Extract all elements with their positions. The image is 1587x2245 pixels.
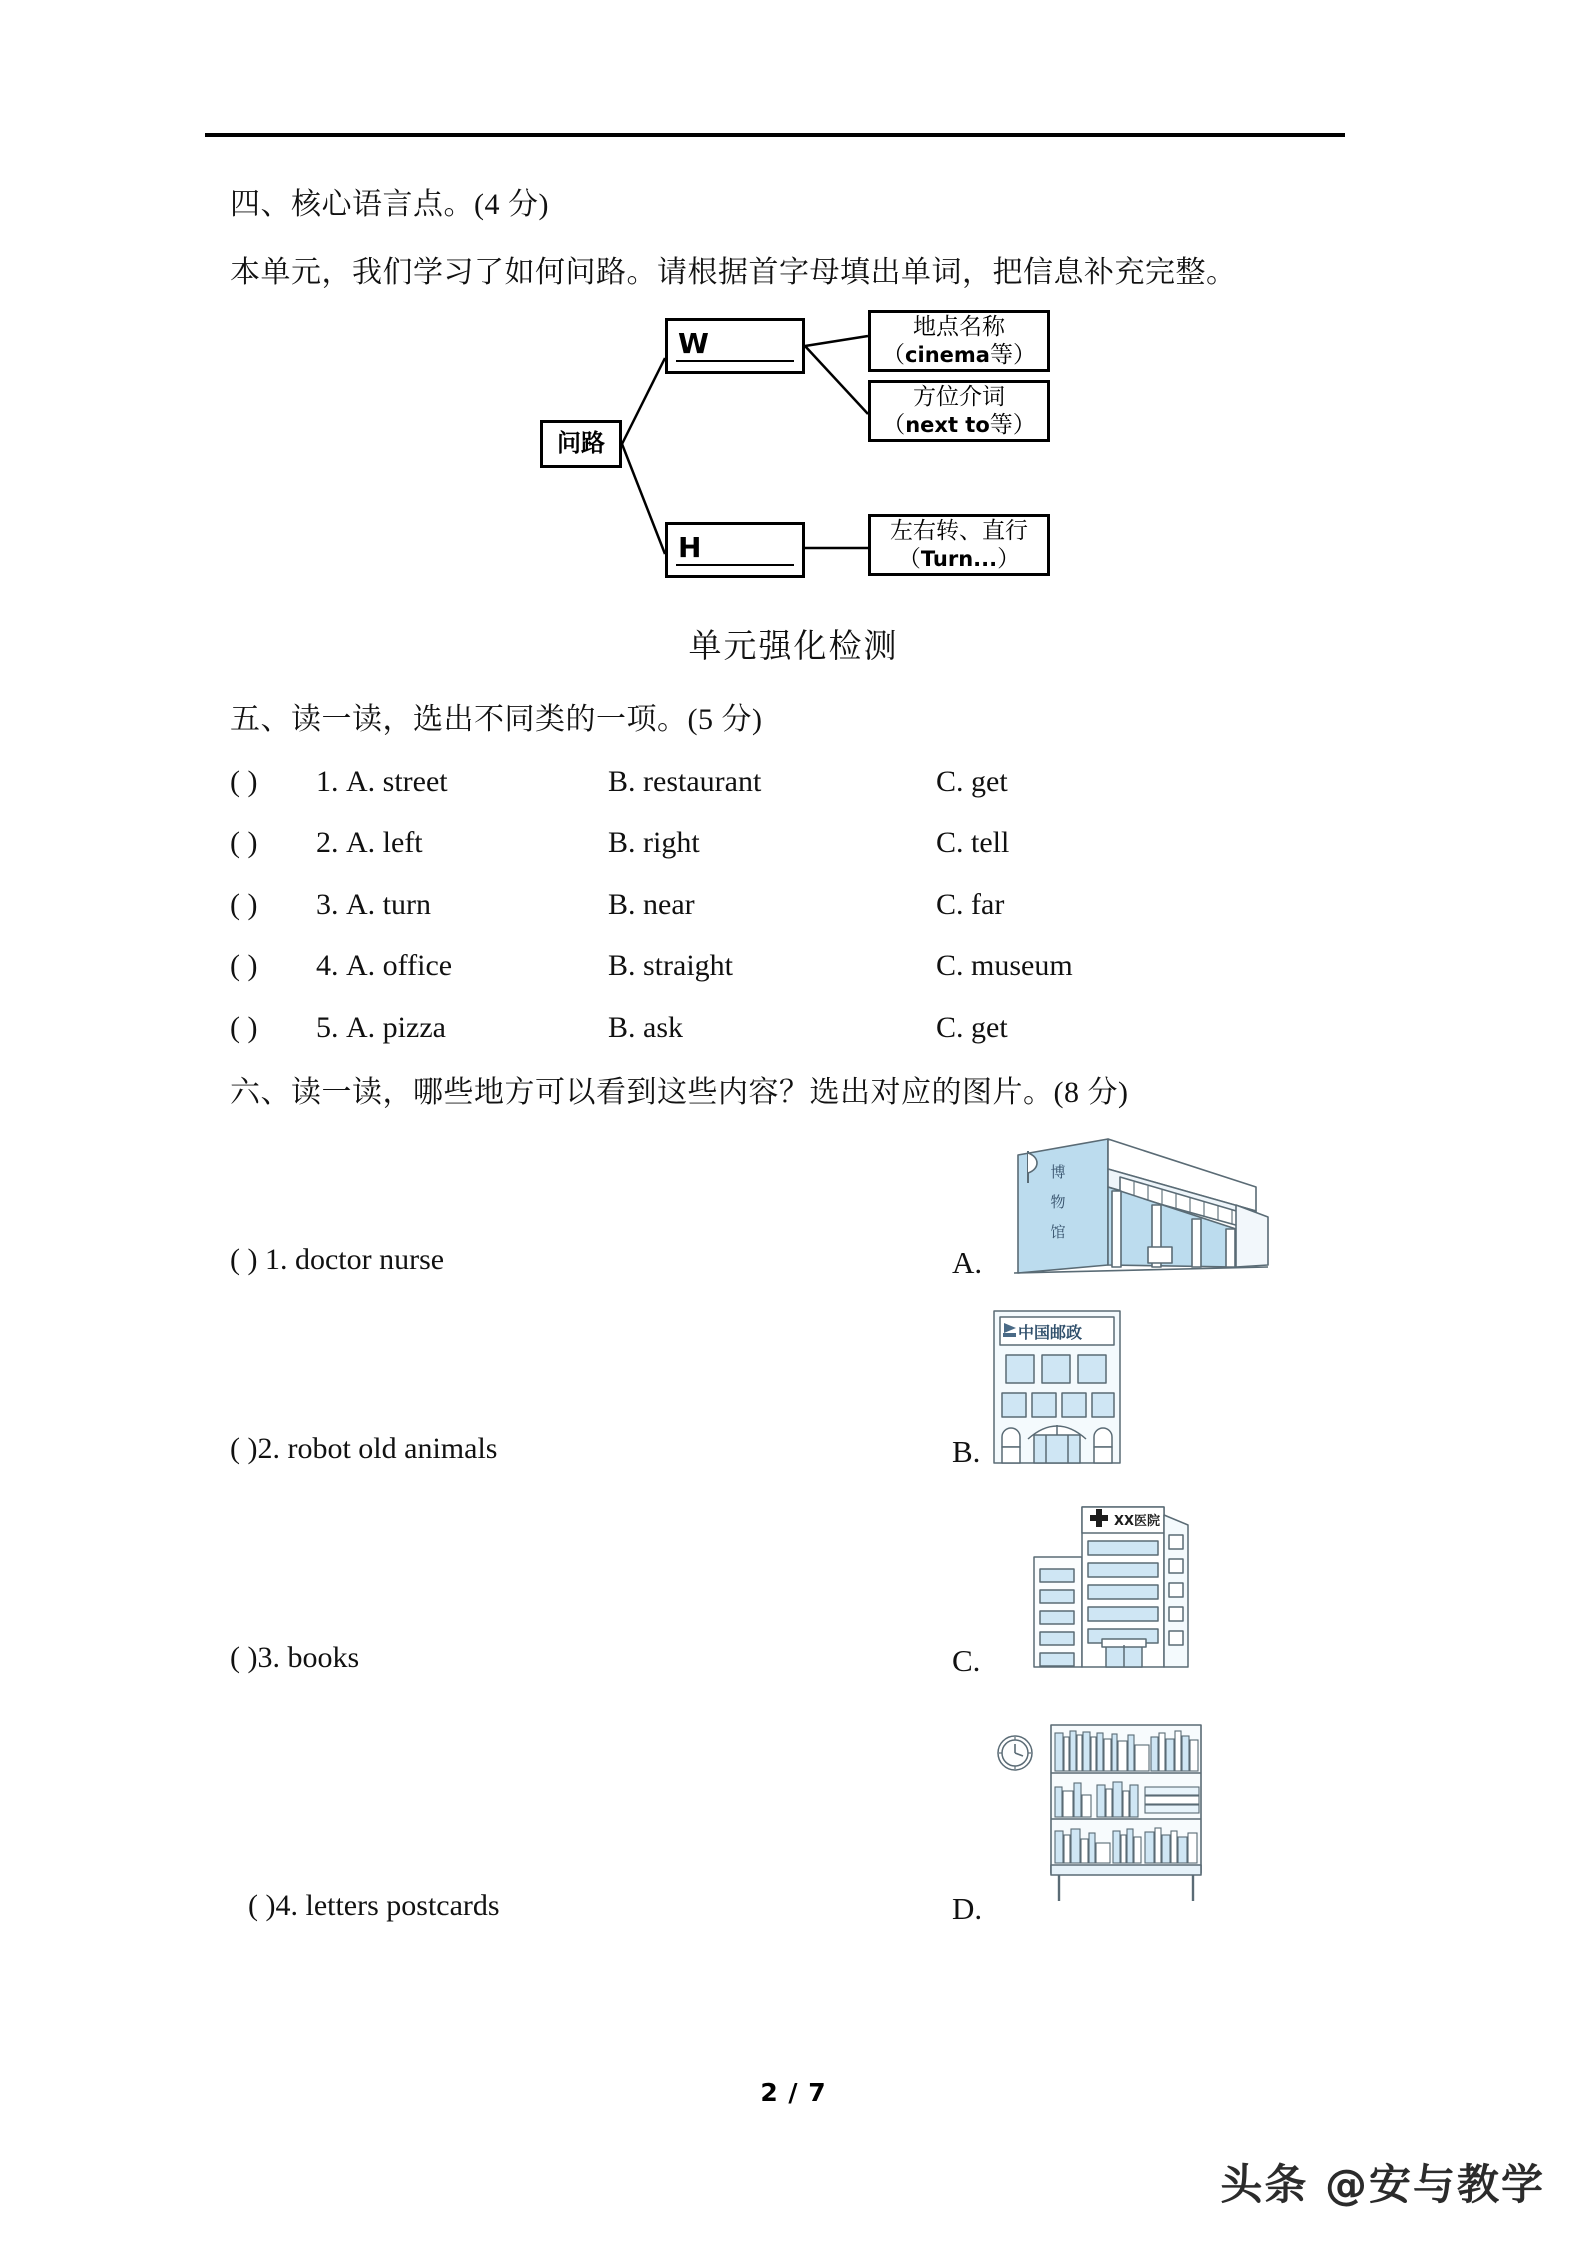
- hospital-illustration: [1030, 1495, 1195, 1670]
- question-number: 3.: [316, 888, 339, 921]
- option-b[interactable]: B. ask: [608, 1011, 683, 1044]
- question-number: 1.: [316, 765, 339, 798]
- option-b[interactable]: B. near: [608, 888, 695, 921]
- choice-row[interactable]: [230, 888, 1004, 922]
- diagram-leaf2-line2-pre: （: [882, 412, 906, 437]
- diagram-branch-h-letter: H: [678, 531, 702, 564]
- diagram-leaf3-line2-mono: Turn...: [920, 547, 998, 571]
- svg-text:馆: 馆: [1050, 1223, 1066, 1241]
- option-a[interactable]: A. office: [346, 949, 453, 982]
- question-number: 4.: [316, 949, 339, 982]
- diagram-branch-w-blank: [676, 360, 794, 362]
- museum-illustration: [1000, 1125, 1270, 1285]
- diagram-leaf3-line1: 左右转、直行: [890, 518, 1028, 544]
- svg-text:中国邮政: 中国邮政: [1018, 1323, 1083, 1342]
- diagram-leaf1-line1: 地点名称: [913, 314, 1005, 340]
- match-row[interactable]: ( )4. letters postcards: [248, 1889, 500, 1922]
- diagram-leaf2-line2-post: 等）: [989, 412, 1036, 437]
- option-c[interactable]: C. get: [936, 765, 1008, 798]
- option-letter-d: D.: [952, 1891, 983, 1926]
- answer-blank[interactable]: ( ): [230, 888, 258, 921]
- section-four-heading: 四、核心语言点。(4 分): [230, 188, 549, 221]
- option-b[interactable]: B. restaurant: [608, 765, 762, 798]
- diagram-leaf1-line2-mono: cinema: [905, 343, 990, 367]
- option-letter-a: A.: [952, 1245, 983, 1280]
- option-b[interactable]: B. right: [608, 826, 700, 859]
- diagram-leaf2-line2-mono: next to: [905, 413, 990, 437]
- diagram-leaf3-line2-post: ）: [997, 546, 1021, 571]
- option-c[interactable]: C. far: [936, 888, 1005, 921]
- match-row[interactable]: ( ) 1. doctor nurse: [230, 1243, 445, 1276]
- post-office-illustration: [982, 1305, 1132, 1467]
- diagram-root-box: 问路: [540, 420, 622, 468]
- header-rule: [205, 133, 1345, 137]
- match-row[interactable]: ( )3. books: [230, 1641, 360, 1674]
- section-four-instruction: 本单元，我们学习了如何问路。请根据首字母填出单词，把信息补充完整。: [230, 256, 1237, 289]
- bookshelf-illustration: [985, 1715, 1205, 1905]
- diagram-leaf-prepositions: [868, 380, 1050, 442]
- diagram-branch-w-letter: W: [678, 327, 709, 360]
- diagram-leaf1-line2-post: 等）: [989, 342, 1036, 367]
- section-six-heading: 六、读一读，哪些地方可以看到这些内容？选出对应的图片。(8 分): [230, 1076, 1129, 1109]
- option-c[interactable]: C. tell: [936, 826, 1010, 859]
- watermark: 头条 @安与教学: [1220, 2160, 1545, 2209]
- diagram-leaf-directions: [868, 514, 1050, 576]
- ask-the-way-diagram: [540, 314, 1050, 593]
- section-five-heading: 五、读一读，选出不同类的一项。(5 分): [230, 703, 763, 736]
- diagram-leaf1-line2-pre: （: [882, 342, 906, 367]
- diagram-branch-h: [665, 522, 805, 578]
- answer-blank[interactable]: ( ): [230, 826, 258, 859]
- question-number: 2.: [316, 826, 339, 859]
- diagram-leaf-place-names: [868, 310, 1050, 372]
- option-b[interactable]: B. straight: [608, 949, 733, 982]
- choice-row[interactable]: [230, 949, 1073, 983]
- question-number: 5.: [316, 1011, 339, 1044]
- svg-text:博: 博: [1050, 1163, 1066, 1181]
- answer-blank[interactable]: ( ): [230, 1011, 258, 1044]
- option-c[interactable]: C. museum: [936, 949, 1073, 982]
- match-row[interactable]: ( )2. robot old animals: [230, 1432, 498, 1465]
- svg-text:物: 物: [1050, 1193, 1066, 1211]
- diagram-leaf2-line1: 方位介词: [913, 384, 1005, 410]
- page-number: 2 / 7: [760, 2078, 827, 2107]
- option-letter-b: B.: [952, 1434, 981, 1469]
- diagram-branch-h-blank: [676, 564, 794, 566]
- option-a[interactable]: A. street: [346, 765, 448, 798]
- unit-test-title: 单元强化检测: [688, 629, 899, 665]
- option-letter-c: C.: [952, 1643, 981, 1678]
- svg-text:XX医院: XX医院: [1114, 1514, 1161, 1529]
- answer-blank[interactable]: ( ): [230, 765, 258, 798]
- choice-row[interactable]: [230, 765, 1008, 799]
- option-a[interactable]: A. left: [346, 826, 423, 859]
- option-a[interactable]: A. pizza: [346, 1011, 446, 1044]
- option-c[interactable]: C. get: [936, 1011, 1008, 1044]
- answer-blank[interactable]: ( ): [230, 949, 258, 982]
- diagram-leaf3-line2-pre: （: [897, 546, 921, 571]
- diagram-branch-w: [665, 318, 805, 374]
- choice-row[interactable]: [230, 1011, 1008, 1045]
- choice-row[interactable]: [230, 826, 1009, 860]
- option-a[interactable]: A. turn: [346, 888, 431, 921]
